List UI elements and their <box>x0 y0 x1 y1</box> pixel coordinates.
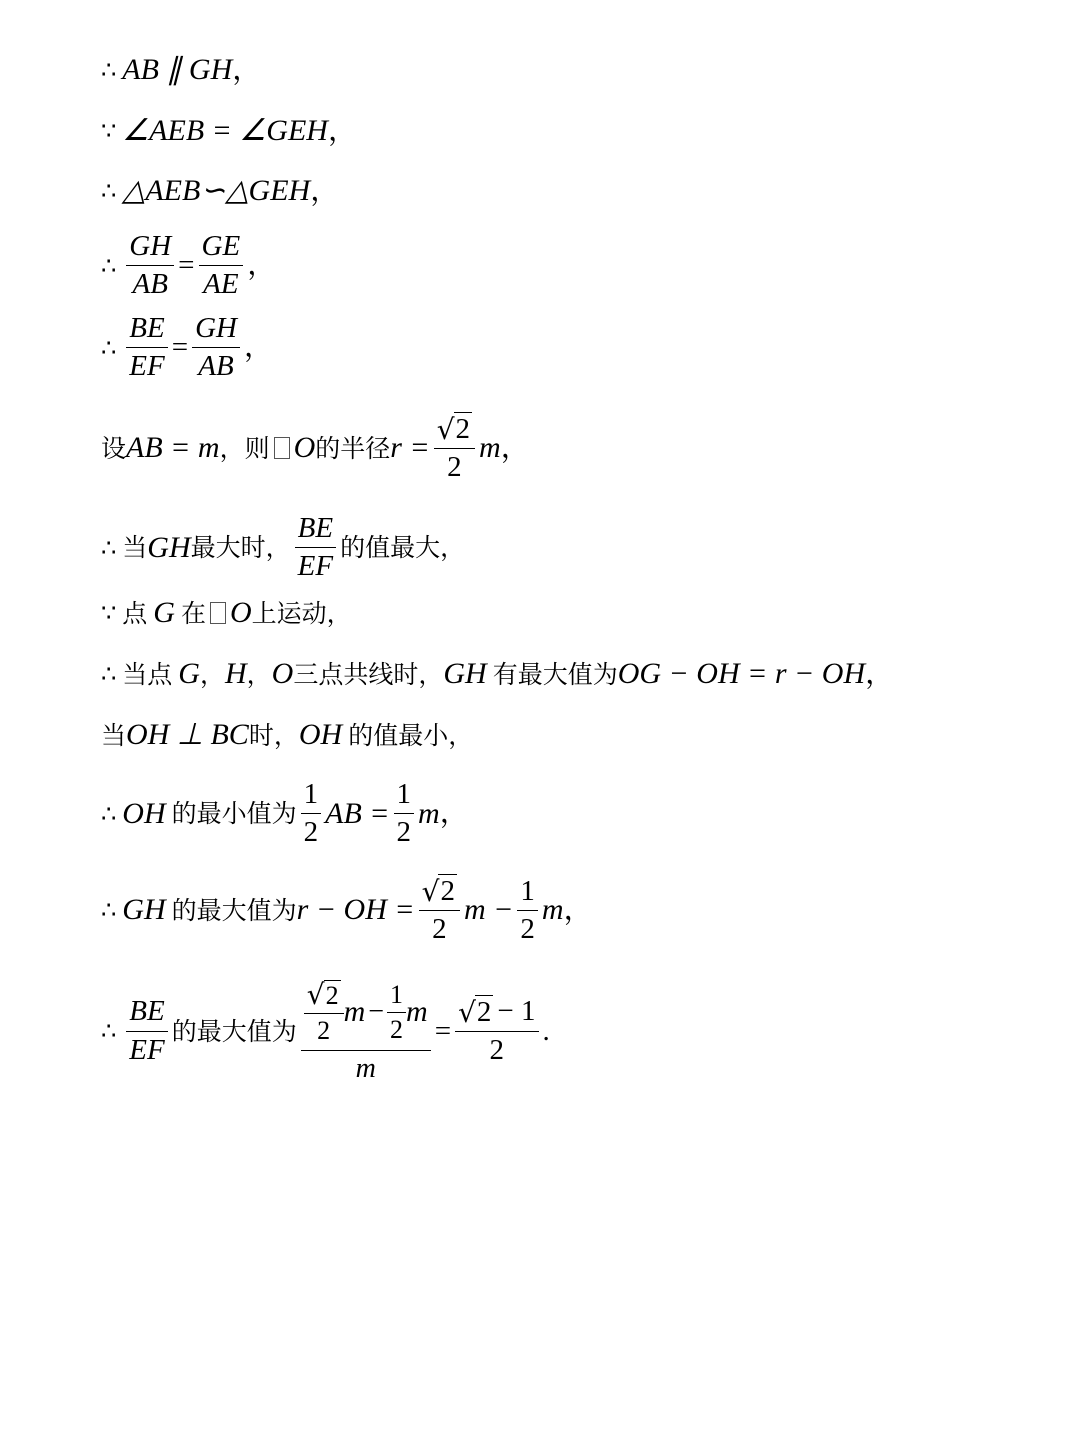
therefore-symbol: ∴ <box>101 177 117 205</box>
therefore-symbol: ∴ <box>101 251 117 280</box>
therefore-symbol: ∴ <box>101 896 117 925</box>
line-6: 设 AB = m ，则 O 的半径 r = √ 2 2 m ， <box>101 410 530 487</box>
line-end: ， <box>327 114 357 147</box>
therefore-symbol: ∴ <box>101 56 117 84</box>
line-end: ， <box>232 53 262 86</box>
line-8: ∵ 点 G 在 O 上运动， <box>101 596 352 629</box>
therefore-symbol: ∴ <box>101 799 117 828</box>
circle-symbol-placeholder <box>210 602 226 624</box>
line-1 <box>101 55 261 85</box>
fraction-result: √ 2 − 1 2 <box>455 993 538 1070</box>
therefore-symbol: ∴ <box>101 533 117 562</box>
fraction-one-half: $\frac{1}{2}$ <box>301 776 322 852</box>
line-10: 当 OH ⊥ BC 时， OH 的值最小， <box>101 718 474 751</box>
because-symbol: ∵ <box>101 117 117 145</box>
fraction-be-ef: $\frac{BE}{EF}$ <box>126 993 167 1069</box>
fraction-ge-ae: $\frac{GE}{AE}$ <box>199 228 244 304</box>
fraction-gh-ab: $\frac{GH}{AB}$ <box>126 228 174 304</box>
fraction-one-half: $\frac{1}{2}$ <box>394 776 415 852</box>
fraction-one-half: $\frac{1}{2}$ <box>517 873 538 949</box>
therefore-symbol: ∴ <box>101 333 117 362</box>
fraction-be-ef: $\frac{BE}{EF}$ <box>126 310 167 386</box>
circle-symbol-placeholder <box>274 437 290 459</box>
line-3 <box>101 176 339 206</box>
therefore-symbol: ∴ <box>101 660 117 688</box>
fraction-sqrt2-over-2: √ 2 2 <box>419 872 460 949</box>
expr-similar: △AEB∽△GEH <box>122 174 311 207</box>
line-4: ∴ $\frac{GH}{AB}$ = $\frac{GE}{AE}$ ， <box>101 228 276 304</box>
line-5: ∴ $\frac{BE}{EF}$ = $\frac{GH}{AB}$ ， <box>101 310 273 386</box>
therefore-symbol: ∴ <box>101 1017 117 1046</box>
line-9: ∴ 当点 G ， H ， O 三点共线时， GH 有最大值为 OG − OH = r − OH ， <box>101 657 895 690</box>
fraction-sqrt2-over-2: √ 2 2 <box>304 977 344 1048</box>
line-2 <box>101 116 357 146</box>
compound-fraction: √ 2 2 m − $\frac{1}{2}$ m m <box>301 975 431 1087</box>
fraction-sqrt2-over-2: √ 2 2 <box>434 410 475 487</box>
expr-parallel: AB ∥ GH <box>122 53 233 86</box>
line-12: ∴ GH 的最大值为 r − OH = √ 2 2 m − $\frac{1}{2}$ m ， <box>101 872 593 949</box>
fraction-one-half: $\frac{1}{2}$ <box>387 978 406 1047</box>
fraction-be-ef: $\frac{BE}{EF}$ <box>295 510 336 586</box>
line-13: ∴ $\frac{BE}{EF}$ 的最大值为 √ 2 2 m − $\frac{1}{2}$ m m = √ 2 − 1 2 . <box>101 975 550 1087</box>
because-symbol: ∵ <box>101 599 117 627</box>
line-7: ∴ 当 GH 最大时， $\frac{BE}{EF}$ 的值最大， <box>101 510 465 586</box>
expr-angle-equal: ∠AEB = ∠GEH <box>122 114 328 147</box>
line-11: ∴ OH 的最小值为 $\frac{1}{2}$ AB = $\frac{1}{2}$ m ， <box>101 776 469 852</box>
fraction-gh-ab: $\frac{GH}{AB}$ <box>192 310 240 386</box>
line-end: ， <box>310 174 340 207</box>
